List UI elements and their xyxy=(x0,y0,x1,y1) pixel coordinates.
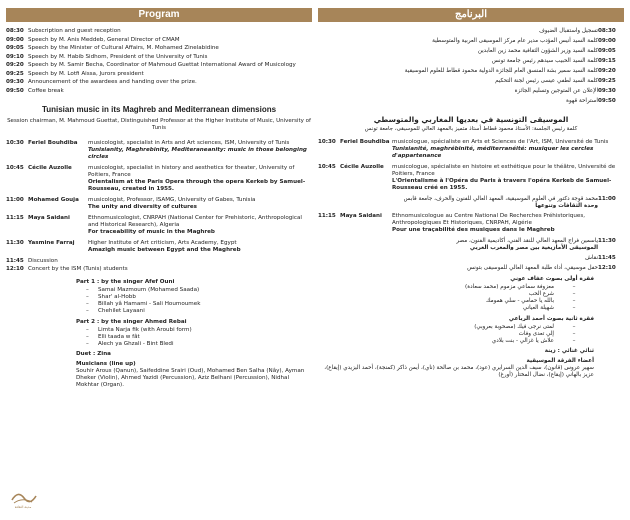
talk-farraj-ar: 11:30 ياسمين فراج المعهد العالي للنقد الفني، أكاديمية الفنون، مصر الموسيقى الأمازيغية بين مصر والمغرب العربي xyxy=(456,237,616,251)
song-dash: – xyxy=(572,337,576,344)
song-dash: – xyxy=(572,283,576,290)
schedule-row xyxy=(318,265,624,272)
part1-title: Part 1 : by the singer Afef Ouni xyxy=(76,279,175,286)
song-title: بالله يا حمامي - سلي همومك xyxy=(485,297,554,304)
opening-schedule xyxy=(6,28,312,95)
schedule-text: Speech by M. Habib Sidhom, President of the University of Tunis xyxy=(28,53,208,60)
schedule-row xyxy=(6,62,312,69)
song-title: شرع الحب xyxy=(528,290,554,297)
speaker-name: Maya Saidani xyxy=(28,214,70,221)
schedule-row xyxy=(6,258,312,265)
song-title: Elli taada w fât xyxy=(98,334,140,341)
schedule-text: Coffee break xyxy=(28,88,64,95)
song-dash: – xyxy=(86,327,89,334)
concert-program-ar xyxy=(318,276,594,379)
talk-details xyxy=(88,197,312,211)
song-dash: – xyxy=(572,304,576,311)
talk-row xyxy=(318,139,624,160)
schedule-text: Speech by M. Samir Becha, Coordinator of Mahmoud Guettat International Award of Musicology xyxy=(28,62,296,69)
talk-title: Amazigh music between Egypt and the Maghreb xyxy=(88,246,241,253)
schedule-time: 09:00 xyxy=(6,36,24,43)
schedule-time: 09:15 xyxy=(598,57,616,64)
musicians-list-ar: سهير عروس (قانون)، سيف الدين السرايري (عود)، محمد بن صالحة (ناي)، أيمن ذاكر (كمنجة)، أحمد اليزيدي (إيقاع)، عزيز بالهاني (إيقاع)، نضال المختار (أورغ) xyxy=(324,364,594,378)
schedule-row xyxy=(318,38,624,45)
talks-list-fr xyxy=(318,139,624,192)
speaker-affiliation: Higher Institute of Art criticism, Arts Academy, Egypt xyxy=(88,239,237,246)
schedule-time: 09:50 xyxy=(598,97,616,104)
speaker-name: Feriel Bouhdiba xyxy=(340,139,390,146)
schedule-time: 11:45 xyxy=(6,257,24,264)
speaker-name: Mohamed Gouja xyxy=(28,196,79,203)
logo-text: مدينة الثقافة xyxy=(14,505,32,509)
schedule-row xyxy=(318,28,624,35)
talk-time: 10:45 xyxy=(6,164,24,171)
talk-details xyxy=(88,240,312,254)
part1-title-ar: فقرة أولى بصوت عفاف عوني xyxy=(510,275,594,282)
part2-songs xyxy=(76,327,312,348)
song-title: Alech ya Ghzali - Bint Bledi xyxy=(98,341,174,347)
schedule-row xyxy=(318,255,624,262)
schedule-text: الإعلان عن المتوجين وتسليم الجائزة xyxy=(514,87,598,94)
schedule-time: 09:20 xyxy=(6,62,24,69)
schedule-text: Discussion xyxy=(28,257,58,264)
speaker-affiliation: musicologist, specialist in Arts and Art sciences, ISM, University of Tunis xyxy=(88,139,290,146)
schedule-text: Subscription and guest reception xyxy=(28,28,121,34)
schedule-text: Speech by M. Lotfi Aissa, Jurors president xyxy=(28,70,144,77)
arabic-program-column xyxy=(318,8,624,379)
session-title: Tunisian music in its Maghreb and Mediterranean dimensions xyxy=(41,105,277,115)
song-title: إلي تعدى وفات xyxy=(518,330,554,337)
speaker-name: Cécile Auzolle xyxy=(28,164,72,171)
closing-schedule-ar xyxy=(318,255,624,272)
talk-title: Tunisianité, maghrébinité, méditerranéité: musiquer les cercles d'appartenance xyxy=(392,146,594,160)
song-title: Shar' al-Hobb xyxy=(98,294,136,301)
song-item xyxy=(318,291,594,298)
talk-time: 10:30 xyxy=(318,139,336,146)
talk-details xyxy=(88,165,312,193)
part2-title-ar: فقرة ثانية بصوت أحمد الرباعي xyxy=(508,315,594,322)
talk-row xyxy=(6,197,312,211)
concert-program xyxy=(76,279,312,389)
schedule-text: كلمة السيد لطفي عيسى رئيس لجنة التحكيم xyxy=(495,77,598,84)
schedule-time: 09:10 xyxy=(6,53,24,60)
schedule-time: 09:05 xyxy=(598,47,616,54)
schedule-text: كلمة السيد سمير بشة المنسق العام للجائزة الدولية محمود قطاط للعلوم الموسيقية xyxy=(404,67,598,74)
schedule-row xyxy=(6,54,312,61)
part1-songs-ar xyxy=(318,284,594,312)
schedule-text: حفل موسيقي، أداء طلبة المعهد العالي للموسيقى بتونس xyxy=(467,264,598,271)
talk-details xyxy=(88,140,312,161)
schedule-text: نقاش xyxy=(585,254,598,261)
schedule-row xyxy=(318,88,624,95)
speaker-name: Feriel Bouhdiba xyxy=(28,139,78,146)
talk-details xyxy=(392,164,624,192)
song-dash: – xyxy=(86,334,89,341)
talk-time: 11:00 xyxy=(6,196,24,203)
duet-label: Duet : Zina xyxy=(76,350,111,357)
talk-title: Orientalism at the Paris Opera through the opera Kerkeb by Samuel-Rousseau, created in 1955. xyxy=(88,178,306,192)
song-dash: – xyxy=(86,301,89,308)
schedule-time: 09:30 xyxy=(6,79,24,86)
song-item xyxy=(318,324,594,331)
song-item xyxy=(86,308,312,315)
schedule-row xyxy=(6,71,312,78)
opening-schedule-ar xyxy=(318,28,624,105)
part2-title: Part 2 : by the singer Ahmed Rebai xyxy=(76,319,187,326)
song-dash: – xyxy=(572,323,576,330)
talk-title: Tunisianity, Maghrebinity, Mediteraneanity: music in those belonging circles xyxy=(88,146,307,160)
song-title: Limta Narja fik (with Aroubi form) xyxy=(98,327,192,334)
song-item xyxy=(86,327,312,334)
speaker-affiliation: Ethnomusicologist, CNRPAH (National Center for Prehistoric, Anthropological and Historical Research), Algeria xyxy=(88,214,302,228)
session-title-ar: الموسيقى التونسية في بعديها المغاربي والمتوسطي xyxy=(373,114,569,124)
english-program-column xyxy=(6,8,312,389)
schedule-time: 09:25 xyxy=(6,70,24,77)
talk-details xyxy=(392,139,624,160)
song-dash: – xyxy=(572,297,576,304)
musicians-label: Musicians (line up) xyxy=(76,360,136,367)
schedule-text: Announcement of the awardees and handing over the prize. xyxy=(28,79,197,86)
schedule-time: 09:30 xyxy=(598,87,616,94)
song-item xyxy=(86,301,312,308)
talk-title: For traceability of music in the Maghreb xyxy=(88,228,215,235)
speaker-affiliation: musicologist, specialist in history and aesthetics for theater, University of Poitiers, France xyxy=(88,164,295,178)
program-banner-ar: البرنامج xyxy=(318,8,624,22)
song-item xyxy=(86,334,312,341)
session-chair-ar: كلمة رئيس الجلسة: الأستاذ محمود قطاط أستاذ متميز بالمعهد العالي للموسيقى، جامعة تونس xyxy=(364,126,578,133)
talk-time: 11:30 xyxy=(6,239,24,246)
schedule-time: 09:25 xyxy=(598,77,616,84)
part1-songs xyxy=(76,287,312,315)
talk-time: 10:45 xyxy=(318,164,336,171)
part2-songs-ar xyxy=(318,324,594,345)
talk-gouja-ar: 11:00 محمد قوجة دكتور في العلوم الموسيقية، المعهد العالي للفنون والحرف، جامعة قابس وحدة الثقافات وتنوعها xyxy=(403,196,616,209)
song-item xyxy=(318,338,594,345)
schedule-time: 08:30 xyxy=(598,28,616,34)
schedule-row xyxy=(318,58,624,65)
song-item xyxy=(318,305,594,312)
song-item xyxy=(86,341,312,348)
speaker-name: Yasmine Farraj xyxy=(28,239,75,246)
song-item xyxy=(318,284,594,291)
song-title: لمتى نرجى فيك (مصحوبة بعروبي) xyxy=(474,323,554,330)
schedule-text: كلمة السيد أنيس المؤدب مدير عام مركز الموسيقى العربية والمتوسطية xyxy=(432,37,598,44)
schedule-row xyxy=(318,78,624,85)
song-dash: – xyxy=(86,308,89,315)
schedule-time: 09:00 xyxy=(598,37,616,44)
schedule-row xyxy=(318,98,624,105)
song-dash: – xyxy=(86,287,89,294)
schedule-text: كلمة السيد وزير الشؤون الثقافية محمد زين العابدين xyxy=(477,47,598,54)
schedule-time: 12:10 xyxy=(6,266,24,273)
schedule-row xyxy=(6,37,312,44)
song-title: Samai Mazmoum (Mohamed Saada) xyxy=(98,287,200,294)
schedule-row xyxy=(6,28,312,35)
closing-schedule xyxy=(6,258,312,274)
song-item xyxy=(318,331,594,338)
song-title: علاش يا غزالي - بنت بلادي xyxy=(491,337,554,344)
schedule-time: 09:50 xyxy=(6,88,24,95)
musicians-list: Souhir Arous (Qanun), Saifeddine Srairi (Oud), Mohamed Ben Salha (Nây), Ayman Dheker (Violin), Ahmed Yazidi (Percussion), Aziz Belhani (Percussion), Nidhal Mokhtar (Organ). xyxy=(76,367,305,388)
talk-title: L'Orientalisme à l'Opéra du Paris à travers l'opéra Kerkeb de Samuel-Rousseau créé en 1955. xyxy=(392,178,612,192)
schedule-text: استراحة قهوة xyxy=(566,97,598,104)
talk-row xyxy=(6,215,312,236)
duet-label-ar: ثنائي غنائي : زينة xyxy=(544,347,594,354)
song-title: Chehilet Layaani xyxy=(98,308,145,315)
talk-row xyxy=(6,165,312,193)
song-item xyxy=(318,298,594,305)
schedule-time: 09:05 xyxy=(6,45,24,52)
schedule-row xyxy=(318,68,624,75)
song-title: معزوفة سماعي مزموم (محمد سعادة) xyxy=(465,283,554,290)
schedule-row xyxy=(6,266,312,273)
song-dash: – xyxy=(86,341,89,347)
talk-time: 11:15 xyxy=(6,214,24,221)
schedule-time: 12:10 xyxy=(598,264,616,271)
session-chair: Session chairman, M. Mahmoud Guettat, Distinguished Professor at the Higher Institute of Music, University of Tunis xyxy=(7,118,311,131)
talks-list xyxy=(6,140,312,254)
talk-row xyxy=(6,240,312,254)
talk-row xyxy=(6,140,312,161)
song-title: Billah yâ Hamami - Sali Houmoumek xyxy=(98,301,201,308)
schedule-text: تسجيل واستقبال الضيوف xyxy=(538,28,598,34)
song-dash: – xyxy=(572,290,576,297)
program-banner: Program xyxy=(6,8,312,22)
talk-time: 10:30 xyxy=(6,139,24,146)
schedule-text: Speech by the Minister of Cultural Affairs, M. Mohamed Zinelabidine xyxy=(28,45,219,52)
schedule-row xyxy=(318,48,624,55)
song-dash: – xyxy=(572,330,576,337)
talk-title: The unity and diversity of cultures xyxy=(88,203,198,210)
schedule-text: Speech by M. Anis Meddeb, General Director of CMAM xyxy=(28,36,180,43)
speaker-affiliation: musicologue, spécialiste en histoire et esthétique pour le théâtre, Université de Poitiers, France xyxy=(392,164,616,178)
schedule-row xyxy=(6,88,312,95)
schedule-row xyxy=(6,45,312,52)
schedule-time: 11:45 xyxy=(598,254,616,261)
speaker-affiliation: musicologue, spécialiste en Arts et Sciences de l'Art, ISM, Université de Tunis xyxy=(392,139,609,146)
talk-details xyxy=(88,215,312,236)
song-dash: – xyxy=(86,294,89,301)
talk-saidani-fr: 11:15 Maya Saidani Ethnomusicologue au Centre National De Recherches Préhistoriques, Anthropologiques Et Historiques, CNRPAH, Algérie Pour une traçabilité des musiques dans le Maghreb xyxy=(318,212,586,233)
song-item xyxy=(86,287,312,294)
musicians-label-ar: أعضاء الفرقة الموسيقية xyxy=(526,357,594,364)
schedule-text: كلمة السيد الحبيب سيدهم رئيس جامعة تونس xyxy=(491,57,598,64)
talk-row xyxy=(318,164,624,192)
schedule-row xyxy=(6,79,312,86)
schedule-text: Concert by the ISM (Tunis) students xyxy=(28,266,128,273)
speaker-name: Cécile Auzolle xyxy=(340,164,384,171)
song-title: شهيلة العياني xyxy=(522,304,554,311)
schedule-time: 08:30 xyxy=(6,28,24,34)
city-of-culture-logo xyxy=(8,486,38,510)
schedule-time: 09:20 xyxy=(598,67,616,74)
speaker-affiliation: musicologist, Professor, ISAMG, University of Gabes, Tunisia xyxy=(88,196,256,203)
